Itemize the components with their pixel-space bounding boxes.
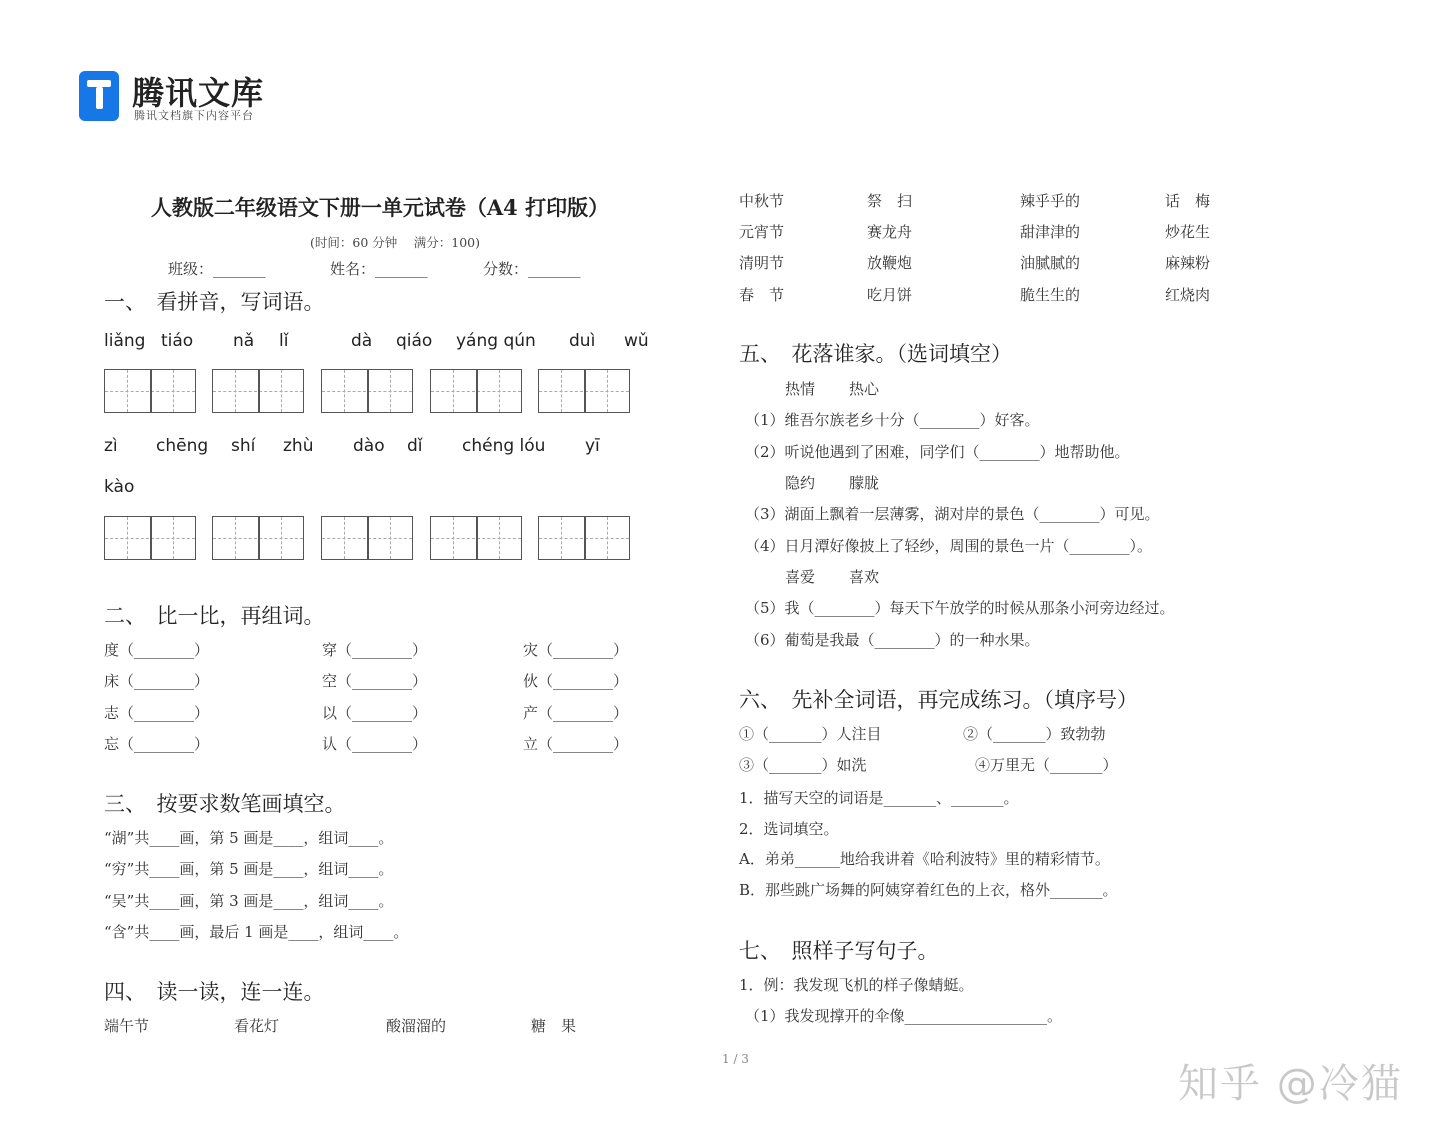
- match-item: 脆生生的: [1020, 286, 1081, 304]
- compare-word-item: 灾（________）: [523, 641, 629, 659]
- exam-time-score-info: (时间：60 分钟 满分：100): [310, 235, 480, 250]
- pinyin: zì: [104, 436, 118, 456]
- match-item: 话 梅: [1165, 192, 1211, 210]
- fill-question: （3）湖面上飘着一层薄雾，湖对岸的景色（________）可见。: [745, 505, 1160, 523]
- compare-word-item: 度（________）: [104, 641, 210, 659]
- word-choice: 朦胧: [849, 474, 880, 492]
- writing-grid-box[interactable]: [430, 516, 522, 560]
- pinyin: tiáo: [161, 331, 194, 351]
- writing-grid-box[interactable]: [538, 516, 630, 560]
- exercise-line: （1）我发现撑开的伞像___________________。: [745, 1007, 1063, 1025]
- match-item: 放鞭炮: [867, 254, 913, 272]
- name-field: 姓名：_______: [330, 260, 428, 278]
- stroke-question: “湖”共____画，第 5 画是____，组词____。: [104, 829, 394, 847]
- match-item: 端午节: [104, 1017, 150, 1035]
- pinyin: nǎ: [233, 331, 255, 351]
- idiom-item: ④万里无（_______）: [975, 756, 1118, 774]
- idiom-item: ①（_______）人注目: [739, 725, 882, 743]
- match-item: 酸溜溜的: [386, 1017, 447, 1035]
- compare-word-item: 床（________）: [104, 672, 210, 690]
- pinyin: chéng lóu: [462, 436, 546, 456]
- document-title: 人教版二年级语文下册一单元试卷（A4 打印版）: [150, 195, 610, 220]
- exercise-line: 1．描写天空的词语是_______、_______。: [739, 789, 1019, 807]
- pinyin: duì: [569, 331, 596, 351]
- section-7-heading: 七、 照样子写句子。: [739, 939, 939, 963]
- brand-name: 腾讯文库: [132, 74, 265, 112]
- exercise-line: 2．选词填空。: [739, 820, 839, 838]
- section-1-heading: 一、 看拼音，写词语。: [104, 290, 325, 314]
- writing-grid-box[interactable]: [104, 516, 196, 560]
- idiom-item: ②（_______）致勃勃: [963, 725, 1106, 743]
- writing-grid-box[interactable]: [321, 369, 413, 413]
- stroke-question: “吴”共____画，第 3 画是____，组词____。: [104, 892, 394, 910]
- compare-word-item: 产（________）: [523, 704, 629, 722]
- section-3-heading: 三、 按要求数笔画填空。: [104, 792, 346, 816]
- match-item: 辣乎乎的: [1020, 192, 1081, 210]
- match-item: 吃月饼: [867, 286, 913, 304]
- page-number: 1 / 3: [722, 1052, 749, 1066]
- score-field: 分数：_______: [483, 260, 581, 278]
- match-item: 油腻腻的: [1020, 254, 1081, 272]
- pinyin: qiáo: [396, 331, 433, 351]
- pinyin: chēng: [156, 436, 209, 456]
- writing-grid-box[interactable]: [538, 369, 630, 413]
- match-item: 中秋节: [739, 192, 785, 210]
- idiom-item: ③（_______）如洗: [739, 756, 867, 774]
- writing-grid-box[interactable]: [212, 516, 304, 560]
- fill-question: （1）维吾尔族老乡十分（________）好客。: [745, 411, 1040, 429]
- match-item: 赛龙舟: [867, 223, 913, 241]
- compare-word-item: 忘（________）: [104, 735, 210, 753]
- compare-word-item: 穿（________）: [322, 641, 428, 659]
- pinyin: liǎng: [104, 331, 146, 351]
- fill-question: （6）葡萄是我最（________）的一种水果。: [745, 631, 1040, 649]
- pinyin: lǐ: [279, 331, 289, 351]
- compare-word-item: 志（________）: [104, 704, 210, 722]
- word-choice: 热心: [849, 380, 880, 398]
- compare-word-item: 以（________）: [322, 704, 428, 722]
- exercise-line: B．那些跳广场舞的阿姨穿着红色的上衣，格外_______。: [739, 881, 1118, 899]
- zhihu-watermark: 知乎 @冷猫: [1178, 1061, 1403, 1107]
- match-item: 麻辣粉: [1165, 254, 1211, 272]
- pinyin: dǐ: [407, 436, 423, 456]
- match-item: 炒花生: [1165, 223, 1211, 241]
- match-item: 元宵节: [739, 223, 785, 241]
- match-item: 清明节: [739, 254, 785, 272]
- match-item: 祭 扫: [867, 192, 913, 210]
- writing-grid-box[interactable]: [104, 369, 196, 413]
- match-item: 红烧肉: [1165, 286, 1211, 304]
- exercise-line: 1．例：我发现飞机的样子像蜻蜓。: [739, 976, 974, 994]
- pinyin: zhù: [283, 436, 314, 456]
- compare-word-item: 立（________）: [523, 735, 629, 753]
- tencent-wenku-logo-icon: [79, 71, 119, 121]
- match-item: 看花灯: [234, 1017, 280, 1035]
- pinyin: kào: [104, 477, 135, 497]
- pinyin: dà: [351, 331, 373, 351]
- writing-grid-box[interactable]: [321, 516, 413, 560]
- stroke-question: “穷”共____画，第 5 画是____，组词____。: [104, 860, 394, 878]
- compare-word-item: 伙（________）: [523, 672, 629, 690]
- word-choice: 热情: [785, 380, 816, 398]
- match-item: 糖 果: [531, 1017, 577, 1035]
- stroke-question: “含”共____画，最后 1 画是____，组词____。: [104, 923, 409, 941]
- pinyin: yáng qún: [456, 331, 536, 351]
- word-choice: 喜爱: [785, 568, 816, 586]
- section-2-heading: 二、 比一比，再组词。: [104, 604, 325, 628]
- section-5-heading: 五、 花落谁家。（选词填空）: [739, 342, 1012, 366]
- pinyin: yī: [585, 436, 600, 456]
- word-choice: 隐约: [785, 474, 816, 492]
- match-item: 春 节: [739, 286, 785, 304]
- pinyin: shí: [231, 436, 256, 456]
- compare-word-item: 空（________）: [322, 672, 428, 690]
- pinyin: wǔ: [624, 331, 649, 351]
- fill-question: （5）我（________）每天下午放学的时候从那条小河旁边经过。: [745, 599, 1175, 617]
- match-item: 甜津津的: [1020, 223, 1081, 241]
- fill-question: （2）听说他遇到了困难，同学们（________）地帮助他。: [745, 443, 1130, 461]
- word-choice: 喜欢: [849, 568, 880, 586]
- compare-word-item: 认（________）: [322, 735, 428, 753]
- brand-tagline: 腾讯文档旗下内容平台: [134, 109, 254, 122]
- writing-grid-box[interactable]: [430, 369, 522, 413]
- section-4-heading: 四、 读一读，连一连。: [104, 980, 325, 1004]
- exercise-line: A．弟弟______地给我讲着《哈利波特》里的精彩情节。: [739, 850, 1110, 868]
- section-6-heading: 六、 先补全词语，再完成练习。（填序号）: [739, 688, 1138, 712]
- writing-grid-box[interactable]: [212, 369, 304, 413]
- class-field: 班级：_______: [168, 260, 266, 278]
- pinyin: dào: [353, 436, 385, 456]
- fill-question: （4）日月潭好像披上了轻纱，周围的景色一片（________）。: [745, 537, 1153, 555]
